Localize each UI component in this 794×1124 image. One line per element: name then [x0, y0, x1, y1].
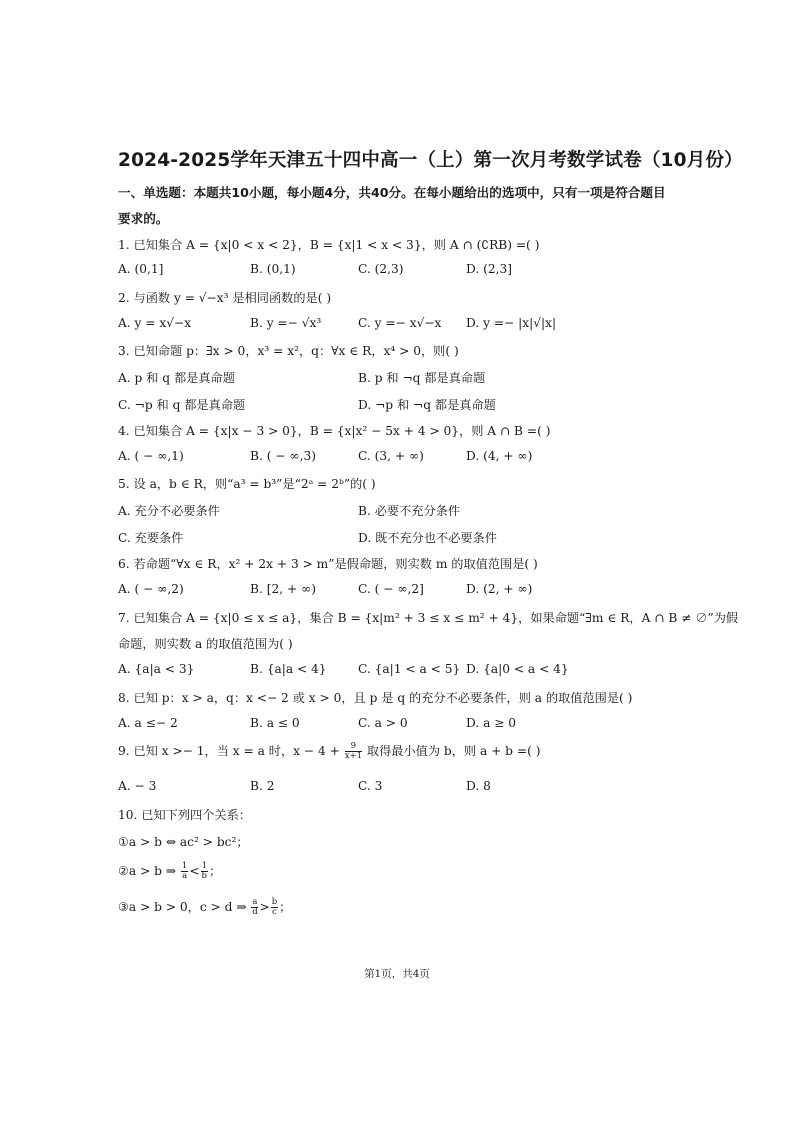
frac-numerator: 1: [181, 861, 188, 871]
frac-denominator: a: [182, 871, 188, 881]
relation-2-fraction-left: [181, 862, 188, 881]
q8-option-d: D. a ≥ 0: [466, 716, 517, 730]
relation-3-operator: >: [259, 900, 270, 914]
relation-2-fraction-right: [201, 862, 208, 881]
q6-option-d: D. (2, + ∞): [466, 582, 533, 596]
relation-3-fraction-left: [251, 898, 258, 917]
q5-option-b: B. 必要不充分条件: [358, 504, 461, 518]
question-4: 4. 已知集合 A = {x|x − 3 > 0}，B = {x|x² − 5x + 4 > 0}，则 A ∩ B =( ): [118, 424, 551, 438]
q5-option-a: A. 充分不必要条件: [118, 504, 220, 518]
q3-option-b: B. p 和 ¬q 都是真命题: [358, 371, 486, 385]
relation-1: ①a > b ⇔ ac² > bc²；: [118, 835, 249, 849]
relation-3-fraction-right: [271, 898, 278, 917]
question-7: 7. 已知集合 A = {x|0 ≤ x ≤ a}，集合 B = {x|m² + 3 ≤ x ≤ m² + 4}，如果命题“∃m ∈ R，A ∩ B ≠ ∅”为假: [118, 611, 739, 625]
frac-numerator: b: [271, 897, 278, 907]
q4-option-d: D. (4, + ∞): [466, 449, 533, 463]
q9-option-b: B. 2: [250, 779, 275, 793]
question-8: 8. 已知 p：x > a，q：x <− 2 或 x > 0，且 p 是 q 的充分不必要条件，则 a 的取值范围是( ): [118, 691, 633, 705]
q6-option-a: A. ( − ∞,2): [118, 582, 184, 596]
q6-option-b: B. [2, + ∞): [250, 582, 316, 596]
relation-3-prefix: ③a > b > 0，c > d ⇒: [118, 900, 247, 914]
frac-denominator: c: [272, 907, 277, 917]
q9-option-a: A. − 3: [118, 779, 157, 793]
question-5: 5. 设 a，b ∈ R，则“a³ = b³”是“2ᵃ = 2ᵇ”的( ): [118, 477, 376, 491]
question-1: 1. 已知集合 A = {x|0 < x < 2}，B = {x|1 < x < 3}，则 A ∩ (∁RB) =( ): [118, 238, 540, 252]
q9-stem-prefix: 9. 已知 x >− 1，当 x = a 时，x − 4 +: [118, 744, 340, 758]
q9-option-c: C. 3: [358, 779, 383, 793]
relation-2: [118, 862, 221, 881]
q2-option-d: D. y =− |x|√|x|: [466, 316, 557, 330]
q3-option-c: C. ¬p 和 q 都是真命题: [118, 398, 246, 412]
q8-option-a: A. a ≤− 2: [118, 716, 178, 730]
q8-option-b: B. a ≤ 0: [250, 716, 300, 730]
q9-option-d: D. 8: [466, 779, 491, 793]
relation-3-suffix: ；: [279, 900, 292, 914]
question-3: 3. 已知命题 p：∃x > 0，x³ = x²，q：∀x ∈ R，x⁴ > 0，则( ): [118, 344, 459, 358]
relation-2-suffix: ；: [208, 864, 222, 878]
frac-denominator: b: [201, 871, 207, 881]
question-10: 10. 已知下列四个关系：: [118, 808, 251, 822]
frac-numerator: a: [252, 897, 258, 907]
q7-option-a: A. {a|a < 3}: [118, 662, 195, 676]
q9-fraction: [345, 742, 362, 761]
q5-option-d: D. 既不充分也不必要条件: [358, 531, 497, 545]
section-heading: 一、单选题：本题共10小题，每小题4分，共40分。在每小题给出的选项中，只有一项是符合题目要求的。: [118, 185, 666, 226]
q6-option-c: C. ( − ∞,2]: [358, 582, 424, 596]
q1-option-a: A. (0,1]: [118, 262, 164, 276]
q2-option-a: A. y = x√−x: [118, 316, 192, 330]
q7-option-d: D. {a|0 < a < 4}: [466, 662, 569, 676]
q4-option-b: B. ( − ∞,3): [250, 449, 316, 463]
q4-option-a: A. ( − ∞,1): [118, 449, 184, 463]
relation-3: [118, 898, 291, 917]
q4-option-c: C. (3, + ∞): [358, 449, 424, 463]
q9-frac-numerator: 9: [345, 742, 362, 752]
q9-frac-denominator: x+1: [344, 751, 363, 761]
frac-denominator: d: [252, 907, 258, 917]
q1-option-d: D. (2,3]: [466, 262, 512, 276]
q2-option-b: B. y =− √x³: [250, 316, 322, 330]
q5-option-c: C. 充要条件: [118, 531, 184, 545]
page-title: 2024-2025学年天津五十四中高一（上）第一次月考数学试卷（10月份）: [118, 150, 743, 171]
q1-option-b: B. (0,1): [250, 262, 296, 276]
q2-option-c: C. y =− x√−x: [358, 316, 442, 330]
q7-option-b: B. {a|a < 4}: [250, 662, 327, 676]
question-9: [118, 742, 540, 761]
relation-2-operator: <: [189, 864, 200, 878]
q7-option-c: C. {a|1 < a < 5}: [358, 662, 461, 676]
q3-option-a: A. p 和 q 都是真命题: [118, 371, 235, 385]
q9-stem-suffix: 取得最小值为 b，则 a + b =( ): [366, 744, 541, 758]
question-7-continued: 命题，则实数 a 的取值范围为( ): [118, 637, 293, 651]
q3-option-d: D. ¬p 和 ¬q 都是真命题: [358, 398, 496, 412]
question-6: 6. 若命题“∀x ∈ R，x² + 2x + 3 > m”是假命题，则实数 m 的取值范围是( ): [118, 557, 538, 571]
q8-option-c: C. a > 0: [358, 716, 408, 730]
relation-2-prefix: ②a > b ⇒: [118, 864, 177, 878]
page-footer: 第1页，共4页: [364, 968, 430, 980]
frac-numerator: 1: [201, 861, 207, 871]
q1-option-c: C. (2,3): [358, 262, 404, 276]
question-2: 2. 与函数 y = √−x³ 是相同函数的是( ): [118, 291, 332, 305]
